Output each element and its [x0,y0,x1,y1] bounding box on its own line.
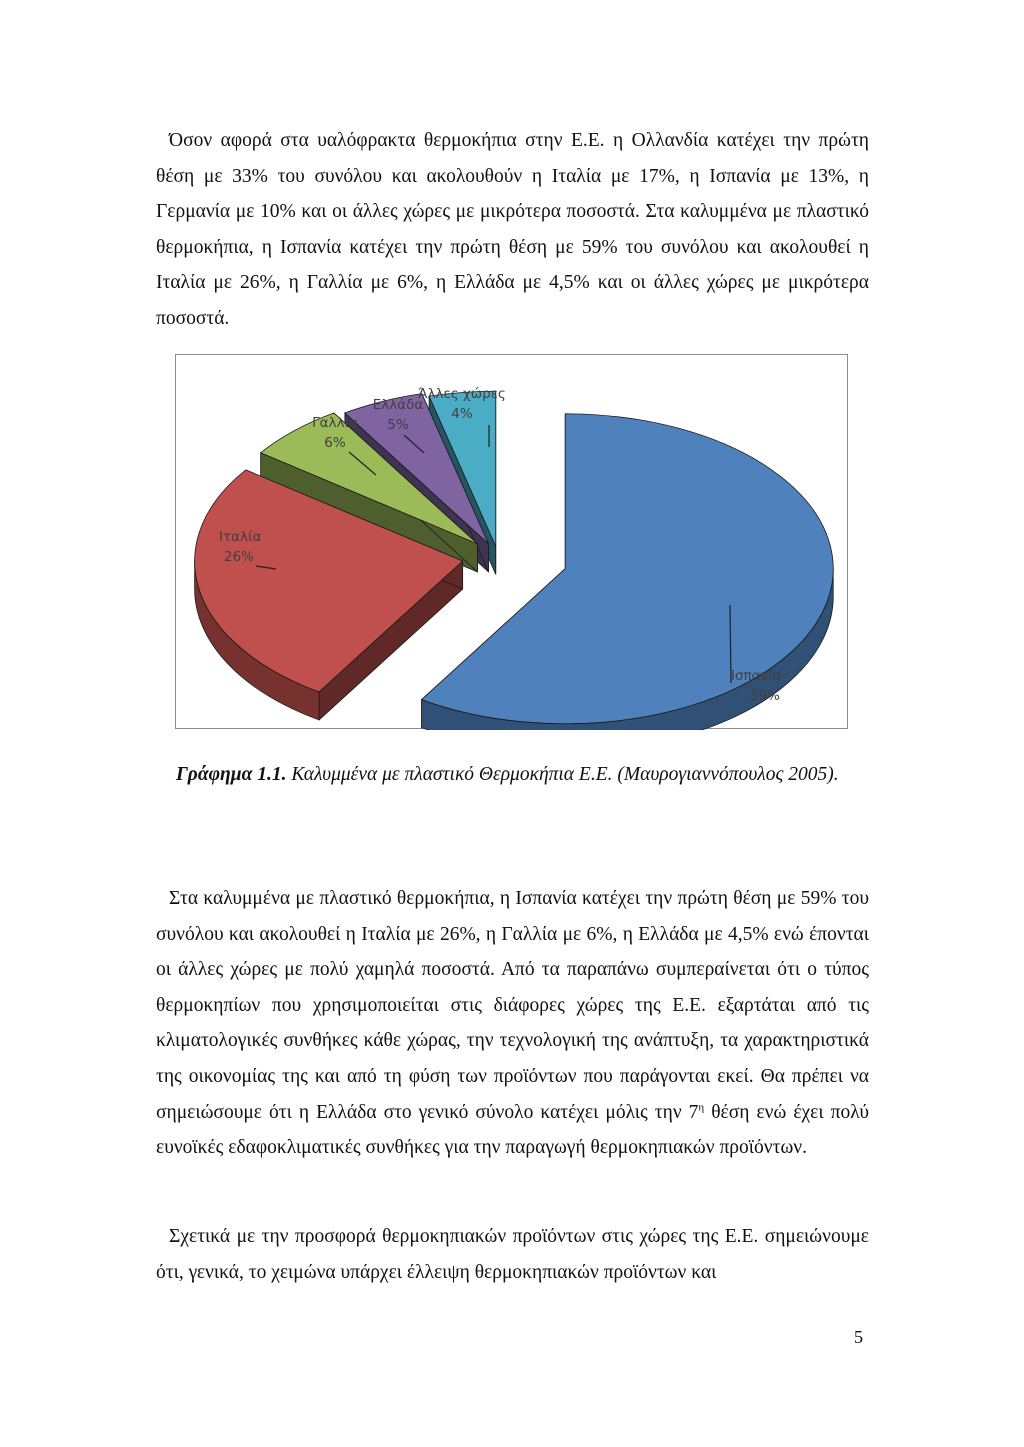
page-number: 5 [854,1327,863,1347]
paragraph-supply: Σχετικά με την προσφορά θερμοκηπιακών προϊόντων στις χώρες της Ε.Ε. σημειώνουμε ότι, γενικά, το χειμώνα υπάρχει έλλειψη θερμοκηπιακών προϊόντων και [156,1226,869,1283]
pie-chart [176,355,849,730]
paragraph-analysis-text: Στα καλυμμένα με πλαστικό θερμοκήπια, η Ισπανία κατέχει την πρώτη θέση με 59% του συνόλου και ακολουθεί η Ιταλία με 26%, η Γαλλία με 6%, η Ελλάδα με 4,5% ενώ έπονται οι άλλες χώρες με πολύ χαμηλά ποσοστά. Από τα παραπάνω συμπεραίνεται ότι ο τύπος θερμοκηπίων που χρησιμοποιείται στις διάφορες χώρες της Ε.Ε. εξαρτάται από τις κλιματολογικές συνθήκες κάθε χώρας, την τεχνολογική της ανάπτυξη, τα χαρακτηριστικά της οικονομίας της και από τη φύση των προϊόντων που παράγονται εκεί. Θα πρέπει να σημειώσουμε ότι η Ελλάδα στο γενικό σύνολο κατέχει μόλις την 7 [156,888,869,1123]
pie-label-name: Ισπανία [731,668,782,684]
paragraph-intro: Όσον αφορά στα υαλόφρακτα θερμοκήπια στην Ε.Ε. η Ολλανδία κατέχει την πρώτη θέση με 33% του συνόλου και ακολουθούν η Ιταλία με 17%, η Ισπανία με 13%, η Γερμανία με 10% και οι άλλες χώρες με μικρότερα ποσοστά. Στα καλυμμένα με πλαστικό θερμοκήπια, η Ισπανία κατέχει την πρώτη θέση με 59% του συνόλου και ακολουθεί η Ιταλία με 26%, η Γαλλία με 6%, η Ελλάδα με 4,5% και οι άλλες χώρες με μικρότερα ποσοστά. [156,130,869,329]
pie-label-value: 26% [224,549,255,565]
paragraph-analysis-text-end: θέση ενώ έχει πολύ ευνοϊκές εδαφοκλιματικές συνθήκες για την παραγωγή θερμοκηπιακών προϊόντων. [156,1101,869,1159]
paragraph-analysis [156,881,869,1166]
pie-label-name: Ελλάδα [372,397,424,413]
pie-chart-frame [175,354,848,729]
pie-label-name: Ιταλία [219,529,262,545]
pie-label-name: Γαλλία [312,415,358,431]
pie-label-value: 4% [451,406,473,422]
pie-label-value: 6% [324,435,346,451]
pie-label-value: 5% [387,417,409,433]
figure-caption-label: Γράφημα 1.1. [176,764,287,785]
pie-label-name: Άλλες χώρες [418,386,506,402]
pie-label-value: 59% [750,688,781,704]
figure-caption-text: Καλυμμένα με πλαστικό Θερμοκήπια Ε.Ε. (Μαυρογιαννόπουλος 2005). [286,764,839,785]
figure-caption [156,757,869,793]
ordinal-superscript: η [698,1101,705,1114]
